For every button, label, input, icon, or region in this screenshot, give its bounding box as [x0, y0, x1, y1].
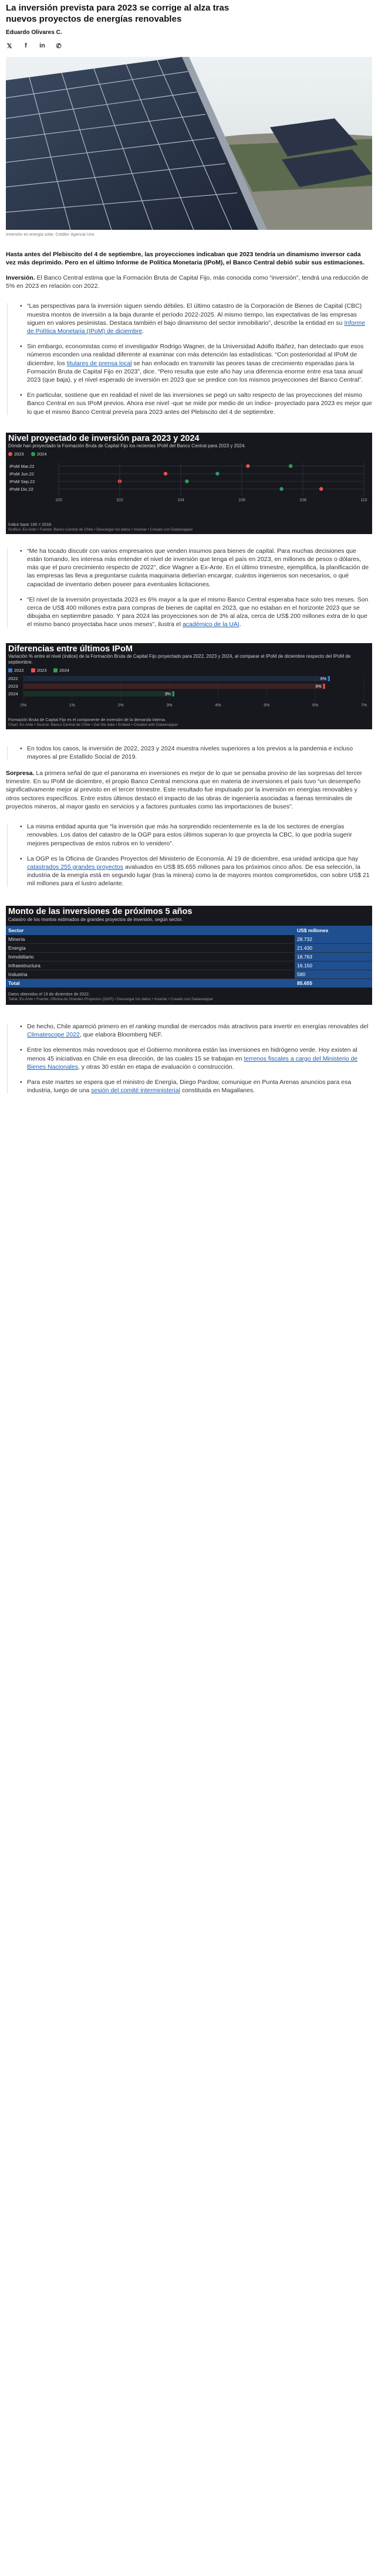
list-item-text: En todos los casos, la inversión de 2022, 2023 y 2024 muestra niveles superiores a los previos a la pandemia e incluso mayores al pre Estallido Social de 2019. — [27, 745, 353, 760]
list-item-text: “Me ha tocado discutir con varios empresarios que venden insumos para bienes de capital. Para muchas decisiones que están tomando, les interesa más entender el nivel de inversión que tenga el país en 2023, en millones de pesos o dólares, más que el puro crecimiento respecto de 2022”, dice Wagner a Ex-Ante. En el último trimestre, ejemplifica, la planificación de las empresas las lleva a preguntarse cuánta maquinaria deberían encargar, cuántos ingenieros son necesarios, o qué capacidad de inventario deben poseer para eventuales licitaciones. — [27, 547, 369, 588]
category-label: 2022 — [8, 675, 18, 681]
committee-session-link[interactable]: sesión del comité interministerial — [91, 1087, 180, 1095]
bullet-block — [6, 745, 372, 761]
list-item-text: . — [239, 621, 241, 628]
x-tick-label: 1% — [69, 703, 75, 708]
data-point-2024 — [185, 480, 188, 483]
list-item-text: . — [142, 328, 144, 335]
list-item — [27, 823, 372, 848]
x-tick-label: 108 — [299, 498, 306, 502]
investment-table-card — [6, 906, 372, 1005]
data-point-2024 — [215, 472, 219, 475]
chart-subtitle: Dónde han proyectado la Formación Bruta de Capital Fijo los recientes IPoM del Banco Central para 2023 y 2024. — [8, 443, 246, 448]
x-tick-label: 110 — [360, 498, 367, 502]
twitter-icon[interactable]: 𝕏 — [6, 42, 12, 50]
list-item-text: Sin embargo, economistas como el investigador Rodrigo Wagner, de la Universidad Adolfo Ibáñez, han detectado que esos números esconden una realidad diferente al examinar con más detención las estadísticas. “Con posterioridad al IPoM de diciembre, los — [27, 343, 364, 367]
list-item-text: Para este martes se espera que el ministro de Energía, Diego Pardow, comunique en Punta Arenas anuncios para esa industria, luego de una — [27, 1079, 352, 1095]
table-row — [6, 953, 372, 961]
list-item-text: De hecho, Chile apareció primero en el — [27, 1023, 136, 1031]
list-item — [27, 302, 372, 335]
list-item — [27, 391, 372, 416]
bar-track — [23, 676, 330, 681]
x-tick-label: 3% — [166, 703, 173, 708]
bullet-block — [6, 547, 372, 629]
data-point-2024 — [289, 464, 292, 468]
table-body — [6, 935, 372, 988]
legend-item-2023 — [31, 668, 47, 673]
table-row — [6, 944, 372, 953]
share-bar — [6, 42, 372, 50]
list-item — [27, 1022, 372, 1039]
bullet-list — [14, 1022, 372, 1095]
list-item-text: “Las perspectivas para la inversión siguen siendo débiles. El último catastro de la Corporación de Bienes de Capital (CBC) muestra montos de inversión a la baja durante el período 2022-2025. Al mismo tiempo, las expectativas de las empresas siguen en valores pesimistas. Destaca también el bajo dinamismo del sector inmobiliario”, describe la entidad en su — [27, 303, 362, 327]
facebook-icon[interactable]: f — [25, 42, 27, 49]
paragraph-kicker: Inversión. — [6, 274, 35, 281]
investment-table — [6, 926, 372, 988]
solar-panels-illustration — [6, 57, 372, 230]
list-item-text: avaluados en US$ 85.655 millones para los próximos cinco años. De esa selección, la industria de la energía está en segundo lugar (tras la minera) como la de mayores montos comprometidos, con sobre US$ 21 mil millones para el lustro adelante. — [27, 863, 370, 888]
bienes-nacionales-link[interactable]: terrenos fiscales a cargo del Ministerio de Bienes Nacionales — [27, 1055, 358, 1070]
list-item-text: , y otras 30 están en etapa de evaluación o construcción. — [77, 1063, 234, 1070]
table-title: Monto de las inversiones de próximos 5 años — [8, 906, 193, 916]
list-item-text: “El nivel de la inversión proyectada 2023 es 6% mayor a la que el mismo Banco Central esperaba hace solo tres meses. Son cerca de US$ 400 millones extra para compras de bienes de capital en 2023, que no estaban en el horizonte 2023 que se dibujaba en septiembre pasado. Y para 2024 las proyecciones son de 3% al alza, cerca de US$ 200 millones extra de lo que el mismo banco proyectaba hace unos meses”, ilustra el — [27, 596, 369, 628]
x-tick-label: 102 — [116, 498, 123, 502]
list-item-text: , que elabora Bloomberg NEF. — [79, 1031, 163, 1039]
x-tick-label: 0% — [20, 703, 27, 708]
legend-label: 2022 — [14, 667, 24, 673]
category-label: IPoM Mar.22 — [9, 463, 35, 469]
bullet-list — [14, 547, 372, 629]
legend-label: 2024 — [59, 667, 70, 673]
table-cell-amount: 28.732 — [295, 935, 372, 944]
press-headlines-link[interactable]: titulares de prensa local — [66, 359, 132, 367]
bar-chart — [6, 673, 372, 715]
paragraph — [6, 274, 372, 290]
legend-swatch — [31, 452, 35, 456]
table-source[interactable]: Tabla: Ex-Ante • Fuente: Oficina de Grandes Proyectos (OGP) • Descargar los datos • Insertar • Creado con Datawrapper — [8, 997, 214, 1002]
paragraph-kicker: Sorpresa. — [6, 770, 35, 777]
legend-item-2022 — [8, 668, 24, 673]
x-tick-label: 7% — [360, 703, 367, 708]
chart-ipom-differences — [6, 643, 372, 729]
table-cell-amount: 16.150 — [295, 961, 372, 970]
chart-note: Formación Bruta de Capital Fijo es el componente de inversión de la demanda interna. — [8, 718, 166, 722]
legend-swatch — [31, 668, 35, 672]
article — [0, 0, 378, 1095]
bar-value-label: 3% — [164, 692, 171, 696]
bar-value-label: 6% — [320, 677, 326, 681]
legend-label: 2023 — [14, 451, 24, 457]
legend-swatch — [53, 668, 58, 672]
bullet-list — [14, 745, 372, 761]
list-item — [27, 547, 372, 589]
chart-projected-investment — [6, 433, 372, 534]
list-item-text: En particular, sostiene que en realidad el nivel de las inversiones se pegó un salto respecto de las proyecciones del mismo Banco Central en sus IPoM previos. Ahora ese nivel -que se mide por medio de un índice- proyectado para 2023 es mejor que lo que el mismo Banco Central preveía para 2023 antes del Plebiscito del 4 de septiembre. — [27, 392, 372, 416]
paragraph — [6, 769, 372, 811]
bullet-block — [6, 302, 372, 416]
table-cell-sector: Infraestructura — [6, 961, 295, 970]
paragraph-text: La primera señal de que el panorama en inversiones es mejor de lo que se pensaba provino de las sorpresas del tercer trimestre. En su IPoM de diciembre, el propio Banco Central menciona que en materia de inversiones el país tuvo “un desempeño significativamente mejor al previsto en el tercer trimestre. Este resultado fue impulsado por la inversión en energías renovables y otros sectores específicos. Entre estos últimos destacó el impacto de las obras de ingeniería asociadas a faenas terminales de proyectos mineros, al mayor gasto en servicios y a factores puntuales como las importaciones de buses”. — [6, 770, 363, 810]
list-item — [27, 1078, 372, 1095]
uai-link[interactable]: académico de la UAI — [182, 621, 239, 628]
legend-swatch — [8, 452, 12, 456]
bullet-block — [6, 823, 372, 888]
legend-label: 2023 — [36, 667, 47, 673]
category-label: IPoM Dic.22 — [9, 486, 33, 492]
x-tick-label: 104 — [177, 498, 184, 502]
legend-item-2024 — [53, 668, 69, 673]
projects-catalog-link[interactable]: catastrados 255 grandes proyectos — [27, 863, 124, 871]
x-tick-label: 100 — [55, 498, 62, 502]
table-cell-sector: Industria — [6, 970, 295, 979]
legend-label: 2024 — [36, 451, 47, 457]
category-label: 2024 — [8, 691, 18, 696]
bar-value-label: 6% — [315, 684, 322, 689]
chart-title: Nivel proyectado de inversión para 2023 y 2024 — [8, 433, 200, 443]
table-cell-sector: Inmobiliario — [6, 953, 295, 961]
list-item-text: se han enfocado en transmitir las peores tasas de crecimiento esperadas para la Formación Bruta de Capital Fijo en 2023”, dice. “Pero resulta que este año hay una diferencia enorme entre esa tasa anual 2023 (que baja), y el nivel esperado de inversión en 2023 que se predice con los mismos proyecciones del Banco Central”. — [27, 359, 363, 384]
ipom-link[interactable]: Informe de Política Monetaria (IPoM) de diciembre — [27, 319, 366, 335]
table-cell-sector: Minería — [6, 935, 295, 944]
bar-track — [23, 691, 174, 696]
list-item-text: ranking — [136, 1023, 156, 1031]
table-total-value: 85.655 — [295, 979, 372, 988]
category-label: IPoM Jun.22 — [9, 471, 35, 477]
bar-2023 — [323, 684, 325, 689]
article-lead: Hasta antes del Plebiscito del 4 de septiembre, las proyecciones indicaban que 2023 tendría un dinamismo inversor cada vez más deprimido. Pero en el último Informe de Política Monetaria (IPoM), el Banco Central debió subir sus estimaciones. — [6, 251, 365, 266]
list-item-text: constituida en Magallanes. — [180, 1087, 255, 1095]
chart-subtitle: Variación % entre el nivel (índice) de la Formación Bruta de Capital Fijo proyectado para 2022, 2023 y 2024, al comparar el IPoM de diciembre respecto del IPoM de septiembre. — [8, 653, 351, 665]
chart-legend — [6, 449, 372, 457]
legend-swatch — [8, 668, 12, 672]
bullet-list — [14, 823, 372, 888]
bullet-list — [14, 302, 372, 416]
climatescope-link[interactable]: Climatescope 2022 — [27, 1031, 80, 1039]
table-row — [6, 961, 372, 970]
list-item-text: La OGP es la Oficina de Grandes Proyectos del Ministerio de Economía. Al 19 de diciembre, esa unidad anticipa que hay — [27, 855, 359, 862]
table-total-label: Total — [6, 979, 295, 988]
legend-item-2024 — [31, 451, 47, 457]
table-cell-sector: Energía — [6, 944, 295, 953]
linkedin-icon[interactable]: in — [39, 42, 45, 49]
bar-2022 — [328, 676, 330, 681]
list-item — [27, 745, 372, 761]
bullet-block — [6, 1022, 372, 1095]
bar-track — [23, 684, 325, 689]
dot-plot — [6, 457, 372, 520]
list-item — [27, 342, 372, 384]
column-header-sector[interactable]: Sector — [6, 926, 295, 935]
list-item-text: mundial de mercados más atractivos para invertir en energías renovables del — [156, 1023, 369, 1031]
table-subtitle: Catastro de los montos estimados de grandes proyectos de inversión, según sector. — [8, 916, 183, 922]
hero-image — [6, 57, 372, 230]
list-item-text: La misma entidad apunta que “la inversión que más ha sorprendido recientemente es la de los sectores de energías renovables. Los datos del catastro de la OGP para estos últimos superan lo que proyecta la CBC, lo que podría sugerir mejores perspectivas de estos rubros en lo venidero”. — [27, 823, 352, 847]
article-headline: La inversión prevista para 2023 se corrige al alza tras nuevos proyectos de energías renovables — [6, 3, 230, 24]
table-total-row — [6, 979, 372, 988]
table-row — [6, 935, 372, 944]
table-cell-amount: 580 — [295, 970, 372, 979]
whatsapp-icon[interactable]: ✆ — [56, 42, 62, 50]
list-item — [27, 1046, 372, 1071]
table-cell-amount: 21.430 — [295, 944, 372, 953]
list-item — [27, 596, 372, 629]
category-label: IPoM Sep.22 — [9, 478, 35, 484]
data-point-2023 — [164, 472, 167, 475]
data-point-2024 — [279, 487, 283, 491]
bar-2024 — [173, 691, 174, 696]
x-tick-label: 5% — [264, 703, 270, 708]
category-label: 2023 — [8, 683, 18, 689]
chart-source[interactable]: Gráfico: Ex-Ante • Fuente: Banco Central de Chile • Descargar los datos • Insertar • Creado con Datawrapper — [8, 527, 193, 532]
x-tick-label: 4% — [215, 703, 221, 708]
table-note: Datos obtenidos el 19 de diciembre de 2022. — [8, 993, 90, 997]
x-tick-label: 6% — [312, 703, 319, 708]
chart-note: Índice base 100 = 2018 — [8, 522, 51, 527]
data-point-2023 — [319, 487, 323, 491]
chart-legend — [6, 665, 372, 673]
table-row — [6, 970, 372, 979]
author-name[interactable]: Eduardo Olivares C. — [6, 29, 62, 36]
list-item-text: Entre los elementos más novedosos que el Gobierno monitorea están las inversiones en hidrógeno verde. Hoy existen al menos 45 iniciativas en Chile en esa dirección, de las cuales 15 se trabajan en — [27, 1046, 357, 1062]
paragraph-text: El Banco Central estima que la Formación Bruta de Capital Fijo, más conocida como “inversión”, tendrá una reducción de 5% en 2023 en relación con 2022. — [6, 274, 369, 290]
table-cell-amount: 18.763 — [295, 953, 372, 961]
list-item — [27, 855, 372, 888]
chart-source[interactable]: Chart: Ex-Ante • Source: Banco Central de Chile • Get the data • Embed • Created with Datawrapper — [8, 722, 178, 727]
column-header-amount[interactable]: US$ millones — [295, 926, 372, 935]
x-tick-label: 106 — [238, 498, 245, 502]
chart-title: Diferencias entre últimos IPoM — [8, 644, 133, 654]
data-point-2023 — [246, 464, 249, 468]
image-caption: Inversión en energía solar. Crédito: Agencia Uno — [6, 233, 95, 237]
x-tick-label: 2% — [117, 703, 124, 708]
legend-item-2023 — [8, 451, 24, 457]
